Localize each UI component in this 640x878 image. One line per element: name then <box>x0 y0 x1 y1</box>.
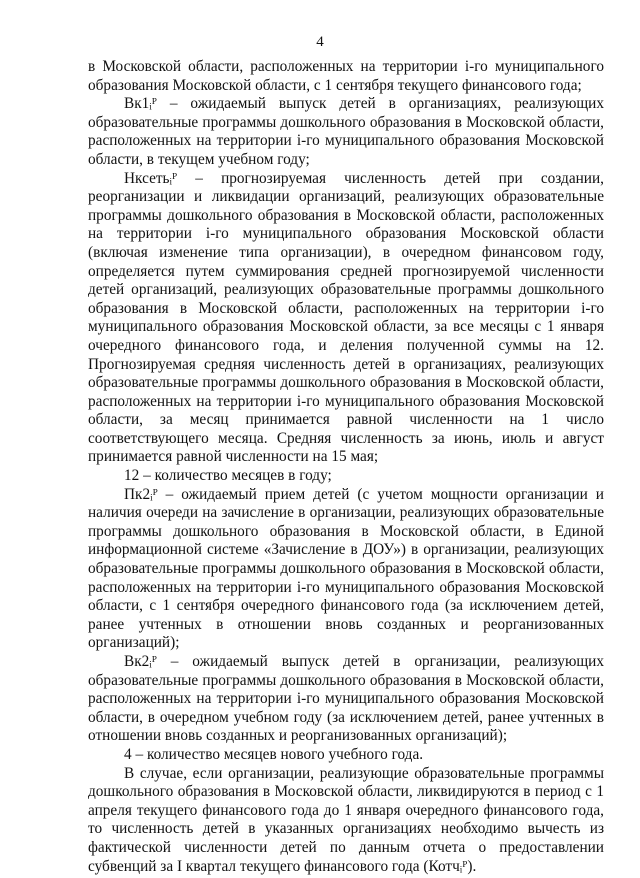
paragraph-months-12: 12 – количество месяцев в году; <box>124 467 332 485</box>
paragraph-vk2: Вк2ᵢᴾ – ожидаемый выпуск детей в организации, реализующих образовательные программы дошкольного образования в Московской области, расположенных на территории i-го муниципального образования Московской области, в очередном учебном году (за исключением детей, ранее учтенных в отношении вновь созданных и реорганизованных организаций); <box>88 653 604 745</box>
paragraph-liquidation: В случае, если организации, реализующие образовательные программы дошкольного образования в Московской области, ликвидируются в период с 1 апреля текущего финансового года до 1 января очередного финансового года, то численность детей в указанных организациях необходимо вычесть из фактической численности детей по данным отчета о предоставлении субвенций за I квартал текущего финансового года (Котчᵢᴾ). <box>88 764 604 875</box>
paragraph-pk2: Пк2ᵢᴾ – ожидаемый прием детей (с учетом мощности организации и наличия очереди на зачисление в организации, реализующих образовательные программы дошкольного образования в Московской области, в Единой информационной системе «Зачисление в ДОУ») в организации, реализующих образовательные программы дошкольного образования в Московской области, расположенных на территории i-го муниципального образования Московской области, с 1 сентября очередного финансового года (за исключением детей, ранее учтенных в отношении вновь созданных и реорганизованных организаций); <box>88 485 604 652</box>
page-number: 4 <box>316 34 324 50</box>
paragraph-vk1: Вк1ᵢᴾ – ожидаемый выпуск детей в организациях, реализующих образовательные программы дошкольного образования в Московской области, расположенных на территории i-го муниципального образования Московской области, в текущем учебном году; <box>88 95 604 168</box>
document-body <box>88 58 604 876</box>
paragraph-months-4: 4 – количество месяцев нового учебного года. <box>124 745 424 763</box>
paragraph-nkset: Нксетьᵢᴾ – прогнозируемая численность детей при создании, реорганизации и ликвидации организаций, реализующих образовательные программы дошкольного образования в Московской области, расположенных на территории i-го муниципального образования Московской области (включая изменение типа организации), в очередном финансовом году, определяется путем суммирования средней прогнозируемой численности детей организаций, реализующих образовательные программы дошкольного образования в Московской области, расположенных на территории i-го муниципального образования Московской области, за все месяцы с 1 января очередного финансового года, и деления полученной суммы на 12. Прогнозируемая средняя численность детей в организациях, реализующих образовательные программы дошкольного образования в Московской области, расположенных на территории i-го муниципального образования Московской области, за месяц принимается равной численности на 1 число соответствующего месяца. Средняя численность за июнь, июль и август принимается равной численности на 15 мая; <box>88 169 604 466</box>
paragraph-1: в Московской области, расположенных на территории i-го муниципального образования Московской области, с 1 сентября текущего финансового года; <box>88 58 604 94</box>
